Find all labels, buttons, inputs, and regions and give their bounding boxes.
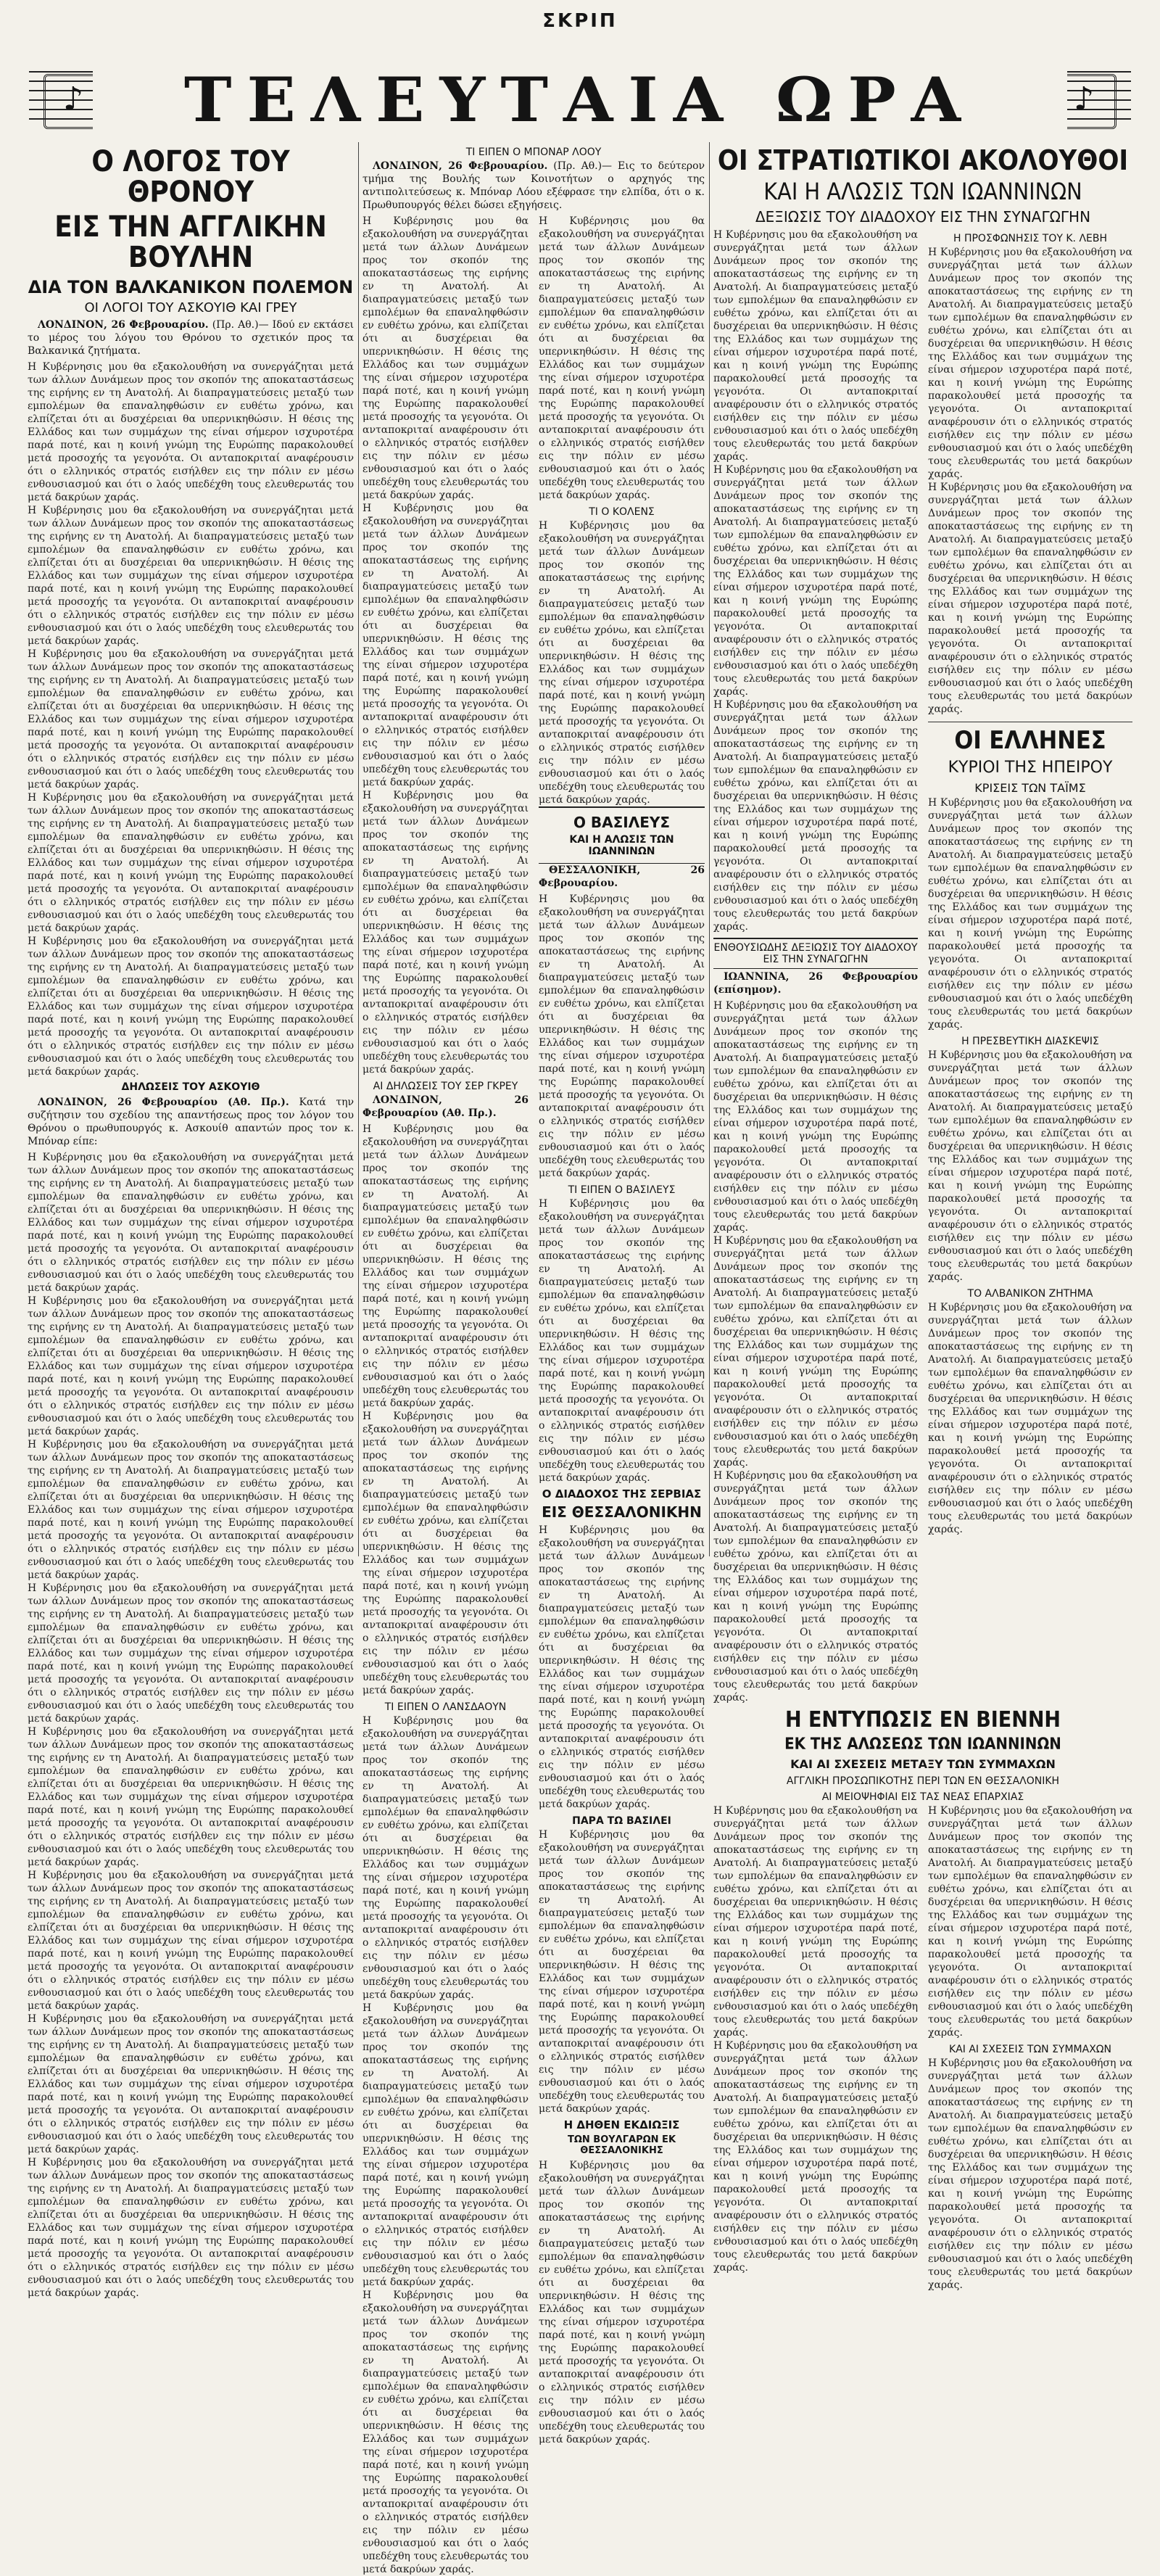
column-1: [28, 142, 354, 2299]
body-text: Η Κυβέρνησις μου θα εξακολουθήση να συνεργάζηται μετά των άλλων Δυνάμεων προς τον σκοπόν της αποκαταστάσεως της ειρήνης εν τη Ανατολή. Αι διαπραγματεύσεις μεταξύ των εμπολέμων θα επαναληφθώσιν εν ευθέτω χρόνω, και ελπίζεται ότι αι δυσχέρειαι θα υπερνικηθώσιν. Η θέσις της Ελλάδος και των συμμάχων της είναι σήμερον ισχυροτέρα παρά ποτέ, και η κοινή γνώμη της Ευρώπης παρακολουθεί μετά προσοχής τα γεγονότα. Οι ανταποκριταί αναφέρουσιν ότι ο ελληνικός στρατός εισήλθεν εις την πόλιν εν μέσω ενθουσιασμού και ότι ο λαός υπεδέχθη τους ελευθερωτάς του μετά δακρύων χαράς.: [362, 1123, 529, 1409]
subheadline: ΔΕΞΙΩΣΙΣ ΤΟΥ ΔΙΑΔΟΧΟΥ ΕΙΣ ΤΗΝ ΣΥΝΑΓΩΓΗΝ: [755, 208, 1091, 226]
headline: Η ΔΗΘΕΝ ΕΚΔΙΩΞΙΣ: [563, 2118, 680, 2131]
subheadline: ΤΩΝ ΒΟΥΛΓΑΡΩΝ ΕΚ ΘΕΣΣΑΛΟΝΙΚΗΣ: [567, 2134, 676, 2156]
body-text: Η Κυβέρνησις μου θα εξακολουθήση να συνεργάζηται μετά των άλλων Δυνάμεων προς τον σκοπόν της αποκαταστάσεως της ειρήνης εν τη Ανατολή. Αι διαπραγματεύσεις μεταξύ των εμπολέμων θα επαναληφθώσιν εν ευθέτω χρόνω, και ελπίζεται ότι αι δυσχέρειαι θα υπερνικηθώσιν. Η θέσις της Ελλάδος και των συμμάχων της είναι σήμερον ισχυροτέρα παρά ποτέ, και η κοινή γνώμη της Ευρώπης παρακολουθεί μετά προσοχής τα γεγονότα. Οι ανταποκριταί αναφέρουσιν ότι ο ελληνικός στρατός εισήλθεν εις την πόλιν εν μέσω ενθουσιασμού και ότι ο λαός υπεδέχθη τους ελευθερωτάς του μετά δακρύων χαράς.: [928, 1805, 1132, 2039]
body-text: Η Κυβέρνησις μου θα εξακολουθήση να συνεργάζηται μετά των άλλων Δυνάμεων προς τον σκοπόν της αποκαταστάσεως της ειρήνης εν τη Ανατολή. Αι διαπραγματεύσεις μεταξύ των εμπολέμων θα επαναληφθώσιν εν ευθέτω χρόνω, και ελπίζεται ότι αι δυσχέρειαι θα υπερνικηθώσιν. Η θέσις της Ελλάδος και των συμμάχων της είναι σήμερον ισχυροτέρα παρά ποτέ, και η κοινή γνώμη της Ευρώπης παρακολουθεί μετά προσοχής τα γεγονότα. Οι ανταποκριταί αναφέρουσιν ότι ο ελληνικός στρατός εισήλθεν εις την πόλιν εν μέσω ενθουσιασμού και ότι ο λαός υπεδέχθη τους ελευθερωτάς του μετά δακρύων χαράς.: [362, 2002, 529, 2288]
body-text: Η Κυβέρνησις μου θα εξακολουθήση να συνεργάζηται μετά των άλλων Δυνάμεων προς τον σκοπόν της αποκαταστάσεως της ειρήνης εν τη Ανατολή. Αι διαπραγματεύσεις μεταξύ των εμπολέμων θα επαναληφθώσιν εν ευθέτω χρόνω, και ελπίζεται ότι αι δυσχέρειαι θα υπερνικηθώσιν. Η θέσις της Ελλάδος και των συμμάχων της είναι σήμερον ισχυροτέρα παρά ποτέ, και η κοινή γνώμη της Ευρώπης παρακολουθεί μετά προσοχής τα γεγονότα. Οι ανταποκριταί αναφέρουσιν ότι ο ελληνικός στρατός εισήλθεν εις την πόλιν εν μέσω ενθουσιασμού και ότι ο λαός υπεδέχθη τους ελευθερωτάς του μετά δακρύων χαράς.: [539, 2160, 705, 2445]
body-text: Η Κυβέρνησις μου θα εξακολουθήση να συνεργάζηται μετά των άλλων Δυνάμεων προς τον σκοπόν της αποκαταστάσεως της ειρήνης εν τη Ανατολή. Αι διαπραγματεύσεις μεταξύ των εμπολέμων θα επαναληφθώσιν εν ευθέτω χρόνω, και ελπίζεται ότι αι δυσχέρειαι θα υπερνικηθώσιν. Η θέσις της Ελλάδος και των συμμάχων της είναι σήμερον ισχυροτέρα παρά ποτέ, και η κοινή γνώμη της Ευρώπης παρακολουθεί μετά προσοχής τα γεγονότα. Οι ανταποκριταί αναφέρουσιν ότι ο ελληνικός στρατός εισήλθεν εις την πόλιν εν μέσω ενθουσιασμού και ότι ο λαός υπεδέχθη τους ελευθερωτάς του μετά δακρύων χαράς.: [28, 648, 354, 790]
body-text: Η Κυβέρνησις μου θα εξακολουθήση να συνεργάζηται μετά των άλλων Δυνάμεων προς τον σκοπόν της αποκαταστάσεως της ειρήνης εν τη Ανατολή. Αι διαπραγματεύσεις μεταξύ των εμπολέμων θα επαναληφθώσιν εν ευθέτω χρόνω, και ελπίζεται ότι αι δυσχέρειαι θα υπερνικηθώσιν. Η θέσις της Ελλάδος και των συμμάχων της είναι σήμερον ισχυροτέρα παρά ποτέ, και η κοινή γνώμη της Ευρώπης παρακολουθεί μετά προσοχής τα γεγονότα. Οι ανταποκριταί αναφέρουσιν ότι ο ελληνικός στρατός εισήλθεν εις την πόλιν εν μέσω ενθουσιασμού και ότι ο λαός υπεδέχθη τους ελευθερωτάς του μετά δακρύων χαράς.: [713, 1000, 918, 1234]
dateline: ΛΟΝΔΙΝΟΝ, 26 Φεβρουαρίου.: [373, 160, 548, 172]
subheadline: ΔΙΑ ΤΟΝ ΒΑΛΚΑΝΙΚΟΝ ΠΟΛΕΜΟΝ: [28, 277, 354, 297]
section-heading: Η ΠΡΕΣΒΕΥΤΙΚΗ ΔΙΑΣΚΕΨΙΣ: [961, 1036, 1099, 1048]
body-text: Η Κυβέρνησις μου θα εξακολουθήση να συνεργάζηται μετά των άλλων Δυνάμεων προς τον σκοπόν της αποκαταστάσεως της ειρήνης εν τη Ανατολή. Αι διαπραγματεύσεις μεταξύ των εμπολέμων θα επαναληφθώσιν εν ευθέτω χρόνω, και ελπίζεται ότι αι δυσχέρειαι θα υπερνικηθώσιν. Η θέσις της Ελλάδος και των συμμάχων της είναι σήμερον ισχυροτέρα παρά ποτέ, και η κοινή γνώμη της Ευρώπης παρακολουθεί μετά προσοχής τα γεγονότα. Οι ανταποκριταί αναφέρουσιν ότι ο ελληνικός στρατός εισήλθεν εις την πόλιν εν μέσω ενθουσιασμού και ότι ο λαός υπεδέχθη τους ελευθερωτάς του μετά δακρύων χαράς.: [928, 247, 1132, 481]
body-text: Η Κυβέρνησις μου θα εξακολουθήση να συνεργάζηται μετά των άλλων Δυνάμεων προς τον σκοπόν της αποκαταστάσεως της ειρήνης εν τη Ανατολή. Αι διαπραγματεύσεις μεταξύ των εμπολέμων θα επαναληφθώσιν εν ευθέτω χρόνω, και ελπίζεται ότι αι δυσχέρειαι θα υπερνικηθώσιν. Η θέσις της Ελλάδος και των συμμάχων της είναι σήμερον ισχυροτέρα παρά ποτέ, και η κοινή γνώμη της Ευρώπης παρακολουθεί μετά προσοχής τα γεγονότα. Οι ανταποκριταί αναφέρουσιν ότι ο ελληνικός στρατός εισήλθεν εις την πόλιν εν μέσω ενθουσιασμού και ότι ο λαός υπεδέχθη τους ελευθερωτάς του μετά δακρύων χαράς.: [362, 2290, 529, 2575]
body-text: Η Κυβέρνησις μου θα εξακολουθήση να συνεργάζηται μετά των άλλων Δυνάμεων προς τον σκοπόν της αποκαταστάσεως της ειρήνης εν τη Ανατολή. Αι διαπραγματεύσεις μεταξύ των εμπολέμων θα επαναληφθώσιν εν ευθέτω χρόνω, και ελπίζεται ότι αι δυσχέρειαι θα υπερνικηθώσιν. Η θέσις της Ελλάδος και των συμμάχων της είναι σήμερον ισχυροτέρα παρά ποτέ, και η κοινή γνώμη της Ευρώπης παρακολουθεί μετά προσοχής τα γεγονότα. Οι ανταποκριταί αναφέρουσιν ότι ο ελληνικός στρατός εισήλθεν εις την πόλιν εν μέσω ενθουσιασμού και ότι ο λαός υπεδέχθη τους ελευθερωτάς του μετά δακρύων χαράς.: [539, 1198, 705, 1484]
body-text: Η Κυβέρνησις μου θα εξακολουθήση να συνεργάζηται μετά των άλλων Δυνάμεων προς τον σκοπόν της αποκαταστάσεως της ειρήνης εν τη Ανατολή. Αι διαπραγματεύσεις μεταξύ των εμπολέμων θα επαναληφθώσιν εν ευθέτω χρόνω, και ελπίζεται ότι αι δυσχέρειαι θα υπερνικηθώσιν. Η θέσις της Ελλάδος και των συμμάχων της είναι σήμερον ισχυροτέρα παρά ποτέ, και η κοινή γνώμη της Ευρώπης παρακολουθεί μετά προσοχής τα γεγονότα. Οι ανταποκριταί αναφέρουσιν ότι ο ελληνικός στρατός εισήλθεν εις την πόλιν εν μέσω ενθουσιασμού και ότι ο λαός υπεδέχθη τους ελευθερωτάς του μετά δακρύων χαράς.: [928, 1302, 1132, 1536]
headline: ΕΙΣ ΤΗΝ ΑΓΓΛΙΚΗΝ ΒΟΥΛΗΝ: [54, 210, 327, 274]
dateline: ΛΟΝΔΙΝΟΝ, 26 Φεβρουαρίου.: [38, 319, 209, 331]
lead-text: (Πρ. Αθ.)— Ιδού εν εκτάσει το μέρος του λόγου του Θρόνου το σχετικόν προς τα Βαλκανικά ζητήματα.: [28, 319, 354, 357]
body-text: Η Κυβέρνησις μου θα εξακολουθήση να συνεργάζηται μετά των άλλων Δυνάμεων προς τον σκοπόν της αποκαταστάσεως της ειρήνης εν τη Ανατολή. Αι διαπραγματεύσεις μεταξύ των εμπολέμων θα επαναληφθώσιν εν ευθέτω χρόνω, και ελπίζεται ότι αι δυσχέρειαι θα υπερνικηθώσιν. Η θέσις της Ελλάδος και των συμμάχων της είναι σήμερον ισχυροτέρα παρά ποτέ, και η κοινή γνώμη της Ευρώπης παρακολουθεί μετά προσοχής τα γεγονότα. Οι ανταποκριταί αναφέρουσιν ότι ο ελληνικός στρατός εισήλθεν εις την πόλιν εν μέσω ενθουσιασμού και ότι ο λαός υπεδέχθη τους ελευθερωτάς του μετά δακρύων χαράς.: [28, 1439, 354, 1581]
masthead-paper: ΣΚΡΙΠ: [542, 10, 618, 32]
column-rule: [358, 142, 359, 1556]
body-text: Η Κυβέρνησις μου θα εξακολουθήση να συνεργάζηται μετά των άλλων Δυνάμεων προς τον σκοπόν της αποκαταστάσεως της ειρήνης εν τη Ανατολή. Αι διαπραγματεύσεις μεταξύ των εμπολέμων θα επαναληφθώσιν εν ευθέτω χρόνω, και ελπίζεται ότι αι δυσχέρειαι θα υπερνικηθώσιν. Η θέσις της Ελλάδος και των συμμάχων της είναι σήμερον ισχυροτέρα παρά ποτέ, και η κοινή γνώμη της Ευρώπης παρακολουθεί μετά προσοχής τα γεγονότα. Οι ανταποκριταί αναφέρουσιν ότι ο ελληνικός στρατός εισήλθεν εις την πόλιν εν μέσω ενθουσιασμού και ότι ο λαός υπεδέχθη τους ελευθερωτάς του μετά δακρύων χαράς.: [362, 503, 529, 788]
body-text: Η Κυβέρνησις μου θα εξακολουθήση να συνεργάζηται μετά των άλλων Δυνάμεων προς τον σκοπόν της αποκαταστάσεως της ειρήνης εν τη Ανατολή. Αι διαπραγματεύσεις μεταξύ των εμπολέμων θα επαναληφθώσιν εν ευθέτω χρόνω, και ελπίζεται ότι αι δυσχέρειαι θα υπερνικηθώσιν. Η θέσις της Ελλάδος και των συμμάχων της είναι σήμερον ισχυροτέρα παρά ποτέ, και η κοινή γνώμη της Ευρώπης παρακολουθεί μετά προσοχής τα γεγονότα. Οι ανταποκριταί αναφέρουσιν ότι ο ελληνικός στρατός εισήλθεν εις την πόλιν εν μέσω ενθουσιασμού και ότι ο λαός υπεδέχθη τους ελευθερωτάς του μετά δακρύων χαράς.: [713, 1805, 918, 2039]
banner-title: ΤΕΛΕΥΤΑΙΑ ΩΡΑ: [93, 67, 1067, 133]
banner: [29, 64, 1131, 136]
section-heading: Η ΠΡΟΣΦΩΝΗΣΙΣ ΤΟΥ Κ. ΛΕΒΗ: [953, 233, 1107, 245]
body-text: Η Κυβέρνησις μου θα εξακολουθήση να συνεργάζηται μετά των άλλων Δυνάμεων προς τον σκοπόν της αποκαταστάσεως της ειρήνης εν τη Ανατολή. Αι διαπραγματεύσεις μεταξύ των εμπολέμων θα επαναληφθώσιν εν ευθέτω χρόνω, και ελπίζεται ότι αι δυσχέρειαι θα υπερνικηθώσιν. Η θέσις της Ελλάδος και των συμμάχων της είναι σήμερον ισχυροτέρα παρά ποτέ, και η κοινή γνώμη της Ευρώπης παρακολουθεί μετά προσοχής τα γεγονότα. Οι ανταποκριταί αναφέρουσιν ότι ο ελληνικός στρατός εισήλθεν εις την πόλιν εν μέσω ενθουσιασμού και ότι ο λαός υπεδέχθη τους ελευθερωτάς του μετά δακρύων χαράς.: [928, 1049, 1132, 1284]
headline: Η ΕΝΤΥΠΩΣΙΣ ΕΝ ΒΙΕΝΝΗ: [784, 1707, 1061, 1733]
subheadline: ΚΥΡΙΟΙ ΤΗΣ ΗΠΕΙΡΟΥ: [948, 759, 1113, 777]
subheadline: ΑΓΓΛΙΚΗ ΠΡΟΣΩΠΙΚΟΤΗΣ ΠΕΡΙ ΤΩΝ ΕΝ ΘΕΣΣΑΛΟΝΙΚΗ: [786, 1775, 1060, 1788]
body-text: Η Κυβέρνησις μου θα εξακολουθήση να συνεργάζηται μετά των άλλων Δυνάμεων προς τον σκοπόν της αποκαταστάσεως της ειρήνης εν τη Ανατολή. Αι διαπραγματεύσεις μεταξύ των εμπολέμων θα επαναληφθώσιν εν ευθέτω χρόνω, και ελπίζεται ότι αι δυσχέρειαι θα υπερνικηθώσιν. Η θέσις της Ελλάδος και των συμμάχων της είναι σήμερον ισχυροτέρα παρά ποτέ, και η κοινή γνώμη της Ευρώπης παρακολουθεί μετά προσοχής τα γεγονότα. Οι ανταποκριταί αναφέρουσιν ότι ο ελληνικός στρατός εισήλθεν εις την πόλιν εν μέσω ενθουσιασμού και ότι ο λαός υπεδέχθη τους ελευθερωτάς του μετά δακρύων χαράς.: [713, 229, 918, 463]
body-text: Η Κυβέρνησις μου θα εξακολουθήση να συνεργάζηται μετά των άλλων Δυνάμεων προς τον σκοπόν της αποκαταστάσεως της ειρήνης εν τη Ανατολή. Αι διαπραγματεύσεις μεταξύ των εμπολέμων θα επαναληφθώσιν εν ευθέτω χρόνω, και ελπίζεται ότι αι δυσχέρειαι θα υπερνικηθώσιν. Η θέσις της Ελλάδος και των συμμάχων της είναι σήμερον ισχυροτέρα παρά ποτέ, και η κοινή γνώμη της Ευρώπης παρακολουθεί μετά προσοχής τα γεγονότα. Οι ανταποκριταί αναφέρουσιν ότι ο ελληνικός στρατός εισήλθεν εις την πόλιν εν μέσω ενθουσιασμού και ότι ο λαός υπεδέχθη τους ελευθερωτάς του μετά δακρύων χαράς.: [362, 790, 529, 1076]
body-text: Η Κυβέρνησις μου θα εξακολουθήση να συνεργάζηται μετά των άλλων Δυνάμεων προς τον σκοπόν της αποκαταστάσεως της ειρήνης εν τη Ανατολή. Αι διαπραγματεύσεις μεταξύ των εμπολέμων θα επαναληφθώσιν εν ευθέτω χρόνω, και ελπίζεται ότι αι δυσχέρειαι θα υπερνικηθώσιν. Η θέσις της Ελλάδος και των συμμάχων της είναι σήμερον ισχυροτέρα παρά ποτέ, και η κοινή γνώμη της Ευρώπης παρακολουθεί μετά προσοχής τα γεγονότα. Οι ανταποκριταί αναφέρουσιν ότι ο ελληνικός στρατός εισήλθεν εις την πόλιν εν μέσω ενθουσιασμού και ότι ο λαός υπεδέχθη τους ελευθερωτάς του μετά δακρύων χαράς.: [28, 1582, 354, 1725]
body-text: Η Κυβέρνησις μου θα εξακολουθήση να συνεργάζηται μετά των άλλων Δυνάμεων προς τον σκοπόν της αποκαταστάσεως της ειρήνης εν τη Ανατολή. Αι διαπραγματεύσεις μεταξύ των εμπολέμων θα επαναληφθώσιν εν ευθέτω χρόνω, και ελπίζεται ότι αι δυσχέρειαι θα υπερνικηθώσιν. Η θέσις της Ελλάδος και των συμμάχων της είναι σήμερον ισχυροτέρα παρά ποτέ, και η κοινή γνώμη της Ευρώπης παρακολουθεί μετά προσοχής τα γεγονότα. Οι ανταποκριταί αναφέρουσιν ότι ο ελληνικός στρατός εισήλθεν εις την πόλιν εν μέσω ενθουσιασμού και ότι ο λαός υπεδέχθη τους ελευθερωτάς του μετά δακρύων χαράς.: [928, 2057, 1132, 2292]
dateline: ΘΕΣΣΑΛΟΝΙΚΗ, 26 Φεβρουαρίου.: [539, 864, 705, 889]
subheadline: ΚΑΙ ΑΙ ΣΧΕΣΕΙΣ ΜΕΤΑΞΥ ΤΩΝ ΣΥΜΜΑΧΩΝ: [790, 1757, 1056, 1772]
body-text: Η Κυβέρνησις μου θα εξακολουθήση να συνεργάζηται μετά των άλλων Δυνάμεων προς τον σκοπόν της αποκαταστάσεως της ειρήνης εν τη Ανατολή. Αι διαπραγματεύσεις μεταξύ των εμπολέμων θα επαναληφθώσιν εν ευθέτω χρόνω, και ελπίζεται ότι αι δυσχέρειαι θα υπερνικηθώσιν. Η θέσις της Ελλάδος και των συμμάχων της είναι σήμερον ισχυροτέρα παρά ποτέ, και η κοινή γνώμη της Ευρώπης παρακολουθεί μετά προσοχής τα γεγονότα. Οι ανταποκριταί αναφέρουσιν ότι ο ελληνικός στρατός εισήλθεν εις την πόλιν εν μέσω ενθουσιασμού και ότι ο λαός υπεδέχθη τους ελευθερωτάς του μετά δακρύων χαράς.: [28, 2157, 354, 2299]
body-text: Η Κυβέρνησις μου θα εξακολουθήση να συνεργάζηται μετά των άλλων Δυνάμεων προς τον σκοπόν της αποκαταστάσεως της ειρήνης εν τη Ανατολή. Αι διαπραγματεύσεις μεταξύ των εμπολέμων θα επαναληφθώσιν εν ευθέτω χρόνω, και ελπίζεται ότι αι δυσχέρειαι θα υπερνικηθώσιν. Η θέσις της Ελλάδος και των συμμάχων της είναι σήμερον ισχυροτέρα παρά ποτέ, και η κοινή γνώμη της Ευρώπης παρακολουθεί μετά προσοχής τα γεγονότα. Οι ανταποκριταί αναφέρουσιν ότι ο ελληνικός στρατός εισήλθεν εις την πόλιν εν μέσω ενθουσιασμού και ότι ο λαός υπεδέχθη τους ελευθερωτάς του μετά δακρύων χαράς.: [28, 505, 354, 647]
lead-text: (Πρ. Αθ.)— Εις το δεύτερον τμήμα της Βουλής των Κοινοτήτων ο αρχηγός της αντιπολιτεύσεως κ. Μπόναρ Λόου εξέφρασε την ελπίδα, ότι ο κ. Πρωθυπουργός θέλει δώσει εξηγήσεις.: [362, 160, 705, 211]
body-text: Η Κυβέρνησις μου θα εξακολουθήση να συνεργάζηται μετά των άλλων Δυνάμεων προς τον σκοπόν της αποκαταστάσεως της ειρήνης εν τη Ανατολή. Αι διαπραγματεύσεις μεταξύ των εμπολέμων θα επαναληφθώσιν εν ευθέτω χρόνω, και ελπίζεται ότι αι δυσχέρειαι θα υπερνικηθώσιν. Η θέσις της Ελλάδος και των συμμάχων της είναι σήμερον ισχυροτέρα παρά ποτέ, και η κοινή γνώμη της Ευρώπης παρακολουθεί μετά προσοχής τα γεγονότα. Οι ανταποκριταί αναφέρουσιν ότι ο ελληνικός στρατός εισήλθεν εις την πόλιν εν μέσω ενθουσιασμού και ότι ο λαός υπεδέχθη τους ελευθερωτάς του μετά δακρύων χαράς.: [713, 2040, 918, 2274]
body-text: Η Κυβέρνησις μου θα εξακολουθήση να συνεργάζηται μετά των άλλων Δυνάμεων προς τον σκοπόν της αποκαταστάσεως της ειρήνης εν τη Ανατολή. Αι διαπραγματεύσεις μεταξύ των εμπολέμων θα επαναληφθώσιν εν ευθέτω χρόνω, και ελπίζεται ότι αι δυσχέρειαι θα υπερνικηθώσιν. Η θέσις της Ελλάδος και των συμμάχων της είναι σήμερον ισχυροτέρα παρά ποτέ, και η κοινή γνώμη της Ευρώπης παρακολουθεί μετά προσοχής τα γεγονότα. Οι ανταποκριταί αναφέρουσιν ότι ο ελληνικός στρατός εισήλθεν εις την πόλιν εν μέσω ενθουσιασμού και ότι ο λαός υπεδέχθη τους ελευθερωτάς του μετά δακρύων χαράς.: [928, 482, 1132, 716]
headline: Ο ΒΑΣΙΛΕΥΣ: [573, 814, 671, 831]
column-rule: [709, 142, 710, 1556]
body-text: Η Κυβέρνησις μου θα εξακολουθήση να συνεργάζηται μετά των άλλων Δυνάμεων προς τον σκοπόν της αποκαταστάσεως της ειρήνης εν τη Ανατολή. Αι διαπραγματεύσεις μεταξύ των εμπολέμων θα επαναληφθώσιν εν ευθέτω χρόνω, και ελπίζεται ότι αι δυσχέρειαι θα υπερνικηθώσιν. Η θέσις της Ελλάδος και των συμμάχων της είναι σήμερον ισχυροτέρα παρά ποτέ, και η κοινή γνώμη της Ευρώπης παρακολουθεί μετά προσοχής τα γεγονότα. Οι ανταποκριταί αναφέρουσιν ότι ο ελληνικός στρατός εισήλθεν εις την πόλιν εν μέσω ενθουσιασμού και ότι ο λαός υπεδέχθη τους ελευθερωτάς του μετά δακρύων χαράς.: [28, 2013, 354, 2155]
section-heading: ΤΟ ΑΛΒΑΝΙΚΟΝ ΖΗΤΗΜΑ: [967, 1288, 1093, 1300]
subheadline: ΑΙ ΜΕΙΟΨΗΦΙΑΙ ΕΙΣ ΤΑΣ ΝΕΑΣ ΕΠΑΡΧΙΑΣ: [821, 1791, 1024, 1804]
dateline: ΛΟΝΔΙΝΟΝ, 26 Φεβρουαρίου (Αθ. Πρ.).: [38, 1097, 289, 1108]
dateline: ΛΟΝΔΙΝΟΝ, 26 Φεβρουαρίου (Αθ. Πρ.).: [362, 1094, 529, 1119]
column-3: [713, 142, 1132, 2292]
body-text: Η Κυβέρνησις μου θα εξακολουθήση να συνεργάζηται μετά των άλλων Δυνάμεων προς τον σκοπόν της αποκαταστάσεως της ειρήνης εν τη Ανατολή. Αι διαπραγματεύσεις μεταξύ των εμπολέμων θα επαναληφθώσιν εν ευθέτω χρόνω, και ελπίζεται ότι αι δυσχέρειαι θα υπερνικηθώσιν. Η θέσις της Ελλάδος και των συμμάχων της είναι σήμερον ισχυροτέρα παρά ποτέ, και η κοινή γνώμη της Ευρώπης παρακολουθεί μετά προσοχής τα γεγονότα. Οι ανταποκριταί αναφέρουσιν ότι ο ελληνικός στρατός εισήλθεν εις την πόλιν εν μέσω ενθουσιασμού και ότι ο λαός υπεδέχθη τους ελευθερωτάς του μετά δακρύων χαράς.: [28, 1870, 354, 2012]
section-heading: ΤΙ ΕΙΠΕΝ Ο ΜΠΟΝΑΡ ΛΟΟΥ: [465, 146, 602, 158]
headline: ΚΑΙ Η ΑΛΩΣΙΣ ΤΩΝ ΙΩΑΝΝΙΝΩΝ: [763, 177, 1082, 205]
body-text: Η Κυβέρνησις μου θα εξακολουθήση να συνεργάζηται μετά των άλλων Δυνάμεων προς τον σκοπόν της αποκαταστάσεως της ειρήνης εν τη Ανατολή. Αι διαπραγματεύσεις μεταξύ των εμπολέμων θα επαναληφθώσιν εν ευθέτω χρόνω, και ελπίζεται ότι αι δυσχέρειαι θα υπερνικηθώσιν. Η θέσις της Ελλάδος και των συμμάχων της είναι σήμερον ισχυροτέρα παρά ποτέ, και η κοινή γνώμη της Ευρώπης παρακολουθεί μετά προσοχής τα γεγονότα. Οι ανταποκριταί αναφέρουσιν ότι ο ελληνικός στρατός εισήλθεν εις την πόλιν εν μέσω ενθουσιασμού και ότι ο λαός υπεδέχθη τους ελευθερωτάς του μετά δακρύων χαράς.: [539, 520, 705, 806]
body-text: Η Κυβέρνησις μου θα εξακολουθήση να συνεργάζηται μετά των άλλων Δυνάμεων προς τον σκοπόν της αποκαταστάσεως της ειρήνης εν τη Ανατολή. Αι διαπραγματεύσεις μεταξύ των εμπολέμων θα επαναληφθώσιν εν ευθέτω χρόνω, και ελπίζεται ότι αι δυσχέρειαι θα υπερνικηθώσιν. Η θέσις της Ελλάδος και των συμμάχων της είναι σήμερον ισχυροτέρα παρά ποτέ, και η κοινή γνώμη της Ευρώπης παρακολουθεί μετά προσοχής τα γεγονότα. Οι ανταποκριταί αναφέρουσιν ότι ο ελληνικός στρατός εισήλθεν εις την πόλιν εν μέσω ενθουσιασμού και ότι ο λαός υπεδέχθη τους ελευθερωτάς του μετά δακρύων χαράς.: [362, 1411, 529, 1696]
headline: ΕΙΣ ΘΕΣΣΑΛΟΝΙΚΗΝ: [542, 1503, 702, 1521]
section-heading: ΚΑΙ ΑΙ ΣΧΕΣΕΙΣ ΤΩΝ ΣΥΜΜΑΧΩΝ: [949, 2044, 1111, 2056]
body-text: Η Κυβέρνησις μου θα εξακολουθήση να συνεργάζηται μετά των άλλων Δυνάμεων προς τον σκοπόν της αποκαταστάσεως της ειρήνης εν τη Ανατολή. Αι διαπραγματεύσεις μεταξύ των εμπολέμων θα επαναληφθώσιν εν ευθέτω χρόνω, και ελπίζεται ότι αι δυσχέρειαι θα υπερνικηθώσιν. Η θέσις της Ελλάδος και των συμμάχων της είναι σήμερον ισχυροτέρα παρά ποτέ, και η κοινή γνώμη της Ευρώπης παρακολουθεί μετά προσοχής τα γεγονότα. Οι ανταποκριταί αναφέρουσιν ότι ο ελληνικός στρατός εισήλθεν εις την πόλιν εν μέσω ενθουσιασμού και ότι ο λαός υπεδέχθη τους ελευθερωτάς του μετά δακρύων χαράς.: [362, 1715, 529, 2001]
body-text: Η Κυβέρνησις μου θα εξακολουθήση να συνεργάζηται μετά των άλλων Δυνάμεων προς τον σκοπόν της αποκαταστάσεως της ειρήνης εν τη Ανατολή. Αι διαπραγματεύσεις μεταξύ των εμπολέμων θα επαναληφθώσιν εν ευθέτω χρόνω, και ελπίζεται ότι αι δυσχέρειαι θα υπερνικηθώσιν. Η θέσις της Ελλάδος και των συμμάχων της είναι σήμερον ισχυροτέρα παρά ποτέ, και η κοινή γνώμη της Ευρώπης παρακολουθεί μετά προσοχής τα γεγονότα. Οι ανταποκριταί αναφέρουσιν ότι ο ελληνικός στρατός εισήλθεν εις την πόλιν εν μέσω ενθουσιασμού και ότι ο λαός υπεδέχθη τους ελευθερωτάς του μετά δακρύων χαράς.: [539, 893, 705, 1179]
subheadline: ΚΑΙ Η ΑΛΩΣΙΣ ΤΩΝ ΙΩΑΝΝΙΝΩΝ: [569, 834, 674, 857]
headline: Ο ΛΟΓΟΣ ΤΟΥ ΘΡΟΝΟΥ: [91, 145, 290, 209]
subheadline: ΟΙ ΛΟΓΟΙ ΤΟΥ ΑΣΚΟΥΙΘ ΚΑΙ ΓΡΕΥ: [84, 300, 297, 315]
body-text: Η Κυβέρνησις μου θα εξακολουθήση να συνεργάζηται μετά των άλλων Δυνάμεων προς τον σκοπόν της αποκαταστάσεως της ειρήνης εν τη Ανατολή. Αι διαπραγματεύσεις μεταξύ των εμπολέμων θα επαναληφθώσιν εν ευθέτω χρόνω, και ελπίζεται ότι αι δυσχέρειαι θα υπερνικηθώσιν. Η θέσις της Ελλάδος και των συμμάχων της είναι σήμερον ισχυροτέρα παρά ποτέ, και η κοινή γνώμη της Ευρώπης παρακολουθεί μετά προσοχής τα γεγονότα. Οι ανταποκριταί αναφέρουσιν ότι ο ελληνικός στρατός εισήλθεν εις την πόλιν εν μέσω ενθουσιασμού και ότι ο λαός υπεδέχθη τους ελευθερωτάς του μετά δακρύων χαράς.: [539, 1829, 705, 2115]
dateline: ΙΩΑΝΝΙΝΑ, 26 Φεβρουαρίου (επίσημον).: [713, 971, 918, 996]
subheadline: ΚΡΙΣΕΙΣ ΤΩΝ ΤΑΪΜΣ: [974, 781, 1086, 796]
body-text: Η Κυβέρνησις μου θα εξακολουθήση να συνεργάζηται μετά των άλλων Δυνάμεων προς τον σκοπόν της αποκαταστάσεως της ειρήνης εν τη Ανατολή. Αι διαπραγματεύσεις μεταξύ των εμπολέμων θα επαναληφθώσιν εν ευθέτω χρόνω, και ελπίζεται ότι αι δυσχέρειαι θα υπερνικηθώσιν. Η θέσις της Ελλάδος και των συμμάχων της είναι σήμερον ισχυροτέρα παρά ποτέ, και η κοινή γνώμη της Ευρώπης παρακολουθεί μετά προσοχής τα γεγονότα. Οι ανταποκριταί αναφέρουσιν ότι ο ελληνικός στρατός εισήλθεν εις την πόλιν εν μέσω ενθουσιασμού και ότι ο λαός υπεδέχθη τους ελευθερωτάς του μετά δακρύων χαράς.: [539, 215, 705, 501]
section-heading: ΔΗΛΩΣΕΙΣ ΤΟΥ ΑΣΚΟΥΙΘ: [121, 1081, 260, 1093]
body-text: Η Κυβέρνησις μου θα εξακολουθήση να συνεργάζηται μετά των άλλων Δυνάμεων προς τον σκοπόν της αποκαταστάσεως της ειρήνης εν τη Ανατολή. Αι διαπραγματεύσεις μεταξύ των εμπολέμων θα επαναληφθώσιν εν ευθέτω χρόνω, και ελπίζεται ότι αι δυσχέρειαι θα υπερνικηθώσιν. Η θέσις της Ελλάδος και των συμμάχων της είναι σήμερον ισχυροτέρα παρά ποτέ, και η κοινή γνώμη της Ευρώπης παρακολουθεί μετά προσοχής τα γεγονότα. Οι ανταποκριταί αναφέρουσιν ότι ο ελληνικός στρατός εισήλθεν εις την πόλιν εν μέσω ενθουσιασμού και ότι ο λαός υπεδέχθη τους ελευθερωτάς του μετά δακρύων χαράς.: [713, 464, 918, 698]
section-heading: ΤΙ Ο ΚΟΛΕΝΣ: [589, 506, 655, 518]
section-heading: ΤΙ ΕΙΠΕΝ Ο ΛΑΝΣΔΑΟΥΝ: [384, 1701, 507, 1713]
body-text: Η Κυβέρνησις μου θα εξακολουθήση να συνεργάζηται μετά των άλλων Δυνάμεων προς τον σκοπόν της αποκαταστάσεως της ειρήνης εν τη Ανατολή. Αι διαπραγματεύσεις μεταξύ των εμπολέμων θα επαναληφθώσιν εν ευθέτω χρόνω, και ελπίζεται ότι αι δυσχέρειαι θα υπερνικηθώσιν. Η θέσις της Ελλάδος και των συμμάχων της είναι σήμερον ισχυροτέρα παρά ποτέ, και η κοινή γνώμη της Ευρώπης παρακολουθεί μετά προσοχής τα γεγονότα. Οι ανταποκριταί αναφέρουσιν ότι ο ελληνικός στρατός εισήλθεν εις την πόλιν εν μέσω ενθουσιασμού και ότι ο λαός υπεδέχθη τους ελευθερωτάς του μετά δακρύων χαράς.: [28, 1726, 354, 1868]
body-text: Η Κυβέρνησις μου θα εξακολουθήση να συνεργάζηται μετά των άλλων Δυνάμεων προς τον σκοπόν της αποκαταστάσεως της ειρήνης εν τη Ανατολή. Αι διαπραγματεύσεις μεταξύ των εμπολέμων θα επαναληφθώσιν εν ευθέτω χρόνω, και ελπίζεται ότι αι δυσχέρειαι θα υπερνικηθώσιν. Η θέσις της Ελλάδος και των συμμάχων της είναι σήμερον ισχυροτέρα παρά ποτέ, και η κοινή γνώμη της Ευρώπης παρακολουθεί μετά προσοχής τα γεγονότα. Οι ανταποκριταί αναφέρουσιν ότι ο ελληνικός στρατός εισήλθεν εις την πόλιν εν μέσω ενθουσιασμού και ότι ο λαός υπεδέχθη τους ελευθερωτάς του μετά δακρύων χαράς.: [28, 1152, 354, 1294]
headline: Ο ΔΙΑΔΟΧΟΣ ΤΗΣ ΣΕΡΒΙΑΣ: [542, 1487, 702, 1500]
body-text: Η Κυβέρνησις μου θα εξακολουθήση να συνεργάζηται μετά των άλλων Δυνάμεων προς τον σκοπόν της αποκαταστάσεως της ειρήνης εν τη Ανατολή. Αι διαπραγματεύσεις μεταξύ των εμπολέμων θα επαναληφθώσιν εν ευθέτω χρόνω, και ελπίζεται ότι αι δυσχέρειαι θα υπερνικηθώσιν. Η θέσις της Ελλάδος και των συμμάχων της είναι σήμερον ισχυροτέρα παρά ποτέ, και η κοινή γνώμη της Ευρώπης παρακολουθεί μετά προσοχής τα γεγονότα. Οι ανταποκριταί αναφέρουσιν ότι ο ελληνικός στρατός εισήλθεν εις την πόλιν εν μέσω ενθουσιασμού και ότι ο λαός υπεδέχθη τους ελευθερωτάς του μετά δακρύων χαράς.: [713, 699, 918, 933]
lead-text: Κατά την συζήτησιν του σχεδίου της απαντήσεως προς τον λόγον του Θρόνου ο πρωθυπουργός κ. Ασκουίθ απαντών προς τον κ. Μπόναρ είπε:: [28, 1097, 354, 1147]
column-2: [362, 142, 705, 2575]
headline: ΕΚ ΤΗΣ ΑΛΩΣΕΩΣ ΤΩΝ ΙΩΑΝΝΙΝΩΝ: [784, 1735, 1061, 1754]
section-heading: ΤΙ ΕΙΠΕΝ Ο ΒΑΣΙΛΕΥΣ: [568, 1184, 676, 1196]
headline: ΟΙ ΣΤΡΑΤΙΩΤΙΚΟΙ ΑΚΟΛΟΥΘΟΙ: [717, 144, 1129, 176]
body-text: Η Κυβέρνησις μου θα εξακολουθήση να συνεργάζηται μετά των άλλων Δυνάμεων προς τον σκοπόν της αποκαταστάσεως της ειρήνης εν τη Ανατολή. Αι διαπραγματεύσεις μεταξύ των εμπολέμων θα επαναληφθώσιν εν ευθέτω χρόνω, και ελπίζεται ότι αι δυσχέρειαι θα υπερνικηθώσιν. Η θέσις της Ελλάδος και των συμμάχων της είναι σήμερον ισχυροτέρα παρά ποτέ, και η κοινή γνώμη της Ευρώπης παρακολουθεί μετά προσοχής τα γεγονότα. Οι ανταποκριταί αναφέρουσιν ότι ο ελληνικός στρατός εισήλθεν εις την πόλιν εν μέσω ενθουσιασμού και ότι ο λαός υπεδέχθη τους ελευθερωτάς του μετά δακρύων χαράς.: [713, 1235, 918, 1469]
body-text: Η Κυβέρνησις μου θα εξακολουθήση να συνεργάζηται μετά των άλλων Δυνάμεων προς τον σκοπόν της αποκαταστάσεως της ειρήνης εν τη Ανατολή. Αι διαπραγματεύσεις μεταξύ των εμπολέμων θα επαναληφθώσιν εν ευθέτω χρόνω, και ελπίζεται ότι αι δυσχέρειαι θα υπερνικηθώσιν. Η θέσις της Ελλάδος και των συμμάχων της είναι σήμερον ισχυροτέρα παρά ποτέ, και η κοινή γνώμη της Ευρώπης παρακολουθεί μετά προσοχής τα γεγονότα. Οι ανταποκριταί αναφέρουσιν ότι ο ελληνικός στρατός εισήλθεν εις την πόλιν εν μέσω ενθουσιασμού και ότι ο λαός υπεδέχθη τους ελευθερωτάς του μετά δακρύων χαράς.: [28, 361, 354, 503]
headline: ΟΙ ΕΛΛΗΝΕΣ: [954, 726, 1106, 756]
section-heading: ΠΑΡΑ ΤΩ ΒΑΣΙΛΕΙ: [572, 1815, 671, 1827]
body-text: Η Κυβέρνησις μου θα εξακολουθήση να συνεργάζηται μετά των άλλων Δυνάμεων προς τον σκοπόν της αποκαταστάσεως της ειρήνης εν τη Ανατολή. Αι διαπραγματεύσεις μεταξύ των εμπολέμων θα επαναληφθώσιν εν ευθέτω χρόνω, και ελπίζεται ότι αι δυσχέρειαι θα υπερνικηθώσιν. Η θέσις της Ελλάδος και των συμμάχων της είναι σήμερον ισχυροτέρα παρά ποτέ, και η κοινή γνώμη της Ευρώπης παρακολουθεί μετά προσοχής τα γεγονότα. Οι ανταποκριταί αναφέρουσιν ότι ο ελληνικός στρατός εισήλθεν εις την πόλιν εν μέσω ενθουσιασμού και ότι ο λαός υπεδέχθη τους ελευθερωτάς του μετά δακρύων χαράς.: [713, 1470, 918, 1704]
body-text: Η Κυβέρνησις μου θα εξακολουθήση να συνεργάζηται μετά των άλλων Δυνάμεων προς τον σκοπόν της αποκαταστάσεως της ειρήνης εν τη Ανατολή. Αι διαπραγματεύσεις μεταξύ των εμπολέμων θα επαναληφθώσιν εν ευθέτω χρόνω, και ελπίζεται ότι αι δυσχέρειαι θα υπερνικηθώσιν. Η θέσις της Ελλάδος και των συμμάχων της είναι σήμερον ισχυροτέρα παρά ποτέ, και η κοινή γνώμη της Ευρώπης παρακολουθεί μετά προσοχής τα γεγονότα. Οι ανταποκριταί αναφέρουσιν ότι ο ελληνικός στρατός εισήλθεν εις την πόλιν εν μέσω ενθουσιασμού και ότι ο λαός υπεδέχθη τους ελευθερωτάς του μετά δακρύων χαράς.: [28, 1295, 354, 1437]
body-text: Η Κυβέρνησις μου θα εξακολουθήση να συνεργάζηται μετά των άλλων Δυνάμεων προς τον σκοπόν της αποκαταστάσεως της ειρήνης εν τη Ανατολή. Αι διαπραγματεύσεις μεταξύ των εμπολέμων θα επαναληφθώσιν εν ευθέτω χρόνω, και ελπίζεται ότι αι δυσχέρειαι θα υπερνικηθώσιν. Η θέσις της Ελλάδος και των συμμάχων της είναι σήμερον ισχυροτέρα παρά ποτέ, και η κοινή γνώμη της Ευρώπης παρακολουθεί μετά προσοχής τα γεγονότα. Οι ανταποκριταί αναφέρουσιν ότι ο ελληνικός στρατός εισήλθεν εις την πόλιν εν μέσω ενθουσιασμού και ότι ο λαός υπεδέχθη τους ελευθερωτάς του μετά δακρύων χαράς.: [362, 215, 529, 501]
section-heading: ΑΙ ΔΗΛΩΣΕΙΣ ΤΟΥ ΣΕΡ ΓΚΡΕΥ: [373, 1081, 518, 1092]
body-text: Η Κυβέρνησις μου θα εξακολουθήση να συνεργάζηται μετά των άλλων Δυνάμεων προς τον σκοπόν της αποκαταστάσεως της ειρήνης εν τη Ανατολή. Αι διαπραγματεύσεις μεταξύ των εμπολέμων θα επαναληφθώσιν εν ευθέτω χρόνω, και ελπίζεται ότι αι δυσχέρειαι θα υπερνικηθώσιν. Η θέσις της Ελλάδος και των συμμάχων της είναι σήμερον ισχυροτέρα παρά ποτέ, και η κοινή γνώμη της Ευρώπης παρακολουθεί μετά προσοχής τα γεγονότα. Οι ανταποκριταί αναφέρουσιν ότι ο ελληνικός στρατός εισήλθεν εις την πόλιν εν μέσω ενθουσιασμού και ότι ο λαός υπεδέχθη τους ελευθερωτάς του μετά δακρύων χαράς.: [539, 1524, 705, 1810]
body-text: Η Κυβέρνησις μου θα εξακολουθήση να συνεργάζηται μετά των άλλων Δυνάμεων προς τον σκοπόν της αποκαταστάσεως της ειρήνης εν τη Ανατολή. Αι διαπραγματεύσεις μεταξύ των εμπολέμων θα επαναληφθώσιν εν ευθέτω χρόνω, και ελπίζεται ότι αι δυσχέρειαι θα υπερνικηθώσιν. Η θέσις της Ελλάδος και των συμμάχων της είναι σήμερον ισχυροτέρα παρά ποτέ, και η κοινή γνώμη της Ευρώπης παρακολουθεί μετά προσοχής τα γεγονότα. Οι ανταποκριταί αναφέρουσιν ότι ο ελληνικός στρατός εισήλθεν εις την πόλιν εν μέσω ενθουσιασμού και ότι ο λαός υπεδέχθη τους ελευθερωτάς του μετά δακρύων χαράς.: [28, 936, 354, 1078]
body-text: Η Κυβέρνησις μου θα εξακολουθήση να συνεργάζηται μετά των άλλων Δυνάμεων προς τον σκοπόν της αποκαταστάσεως της ειρήνης εν τη Ανατολή. Αι διαπραγματεύσεις μεταξύ των εμπολέμων θα επαναληφθώσιν εν ευθέτω χρόνω, και ελπίζεται ότι αι δυσχέρειαι θα υπερνικηθώσιν. Η θέσις της Ελλάδος και των συμμάχων της είναι σήμερον ισχυροτέρα παρά ποτέ, και η κοινή γνώμη της Ευρώπης παρακολουθεί μετά προσοχής τα γεγονότα. Οι ανταποκριταί αναφέρουσιν ότι ο ελληνικός στρατός εισήλθεν εις την πόλιν εν μέσω ενθουσιασμού και ότι ο λαός υπεδέχθη τους ελευθερωτάς του μετά δακρύων χαράς.: [928, 797, 1132, 1031]
body-text: Η Κυβέρνησις μου θα εξακολουθήση να συνεργάζηται μετά των άλλων Δυνάμεων προς τον σκοπόν της αποκαταστάσεως της ειρήνης εν τη Ανατολή. Αι διαπραγματεύσεις μεταξύ των εμπολέμων θα επαναληφθώσιν εν ευθέτω χρόνω, και ελπίζεται ότι αι δυσχέρειαι θα υπερνικηθώσιν. Η θέσις της Ελλάδος και των συμμάχων της είναι σήμερον ισχυροτέρα παρά ποτέ, και η κοινή γνώμη της Ευρώπης παρακολουθεί μετά προσοχής τα γεγονότα. Οι ανταποκριταί αναφέρουσιν ότι ο ελληνικός στρατός εισήλθεν εις την πόλιν εν μέσω ενθουσιασμού και ότι ο λαός υπεδέχθη τους ελευθερωτάς του μετά δακρύων χαράς.: [28, 792, 354, 934]
section-heading: ΕΝΘΟΥΣΙΩΔΗΣ ΔΕΞΙΩΣΙΣ ΤΟΥ ΔΙΑΔΟΧΟΥ ΕΙΣ ΤΗΝ ΣΥΝΑΓΩΓΗΝ: [713, 938, 918, 969]
